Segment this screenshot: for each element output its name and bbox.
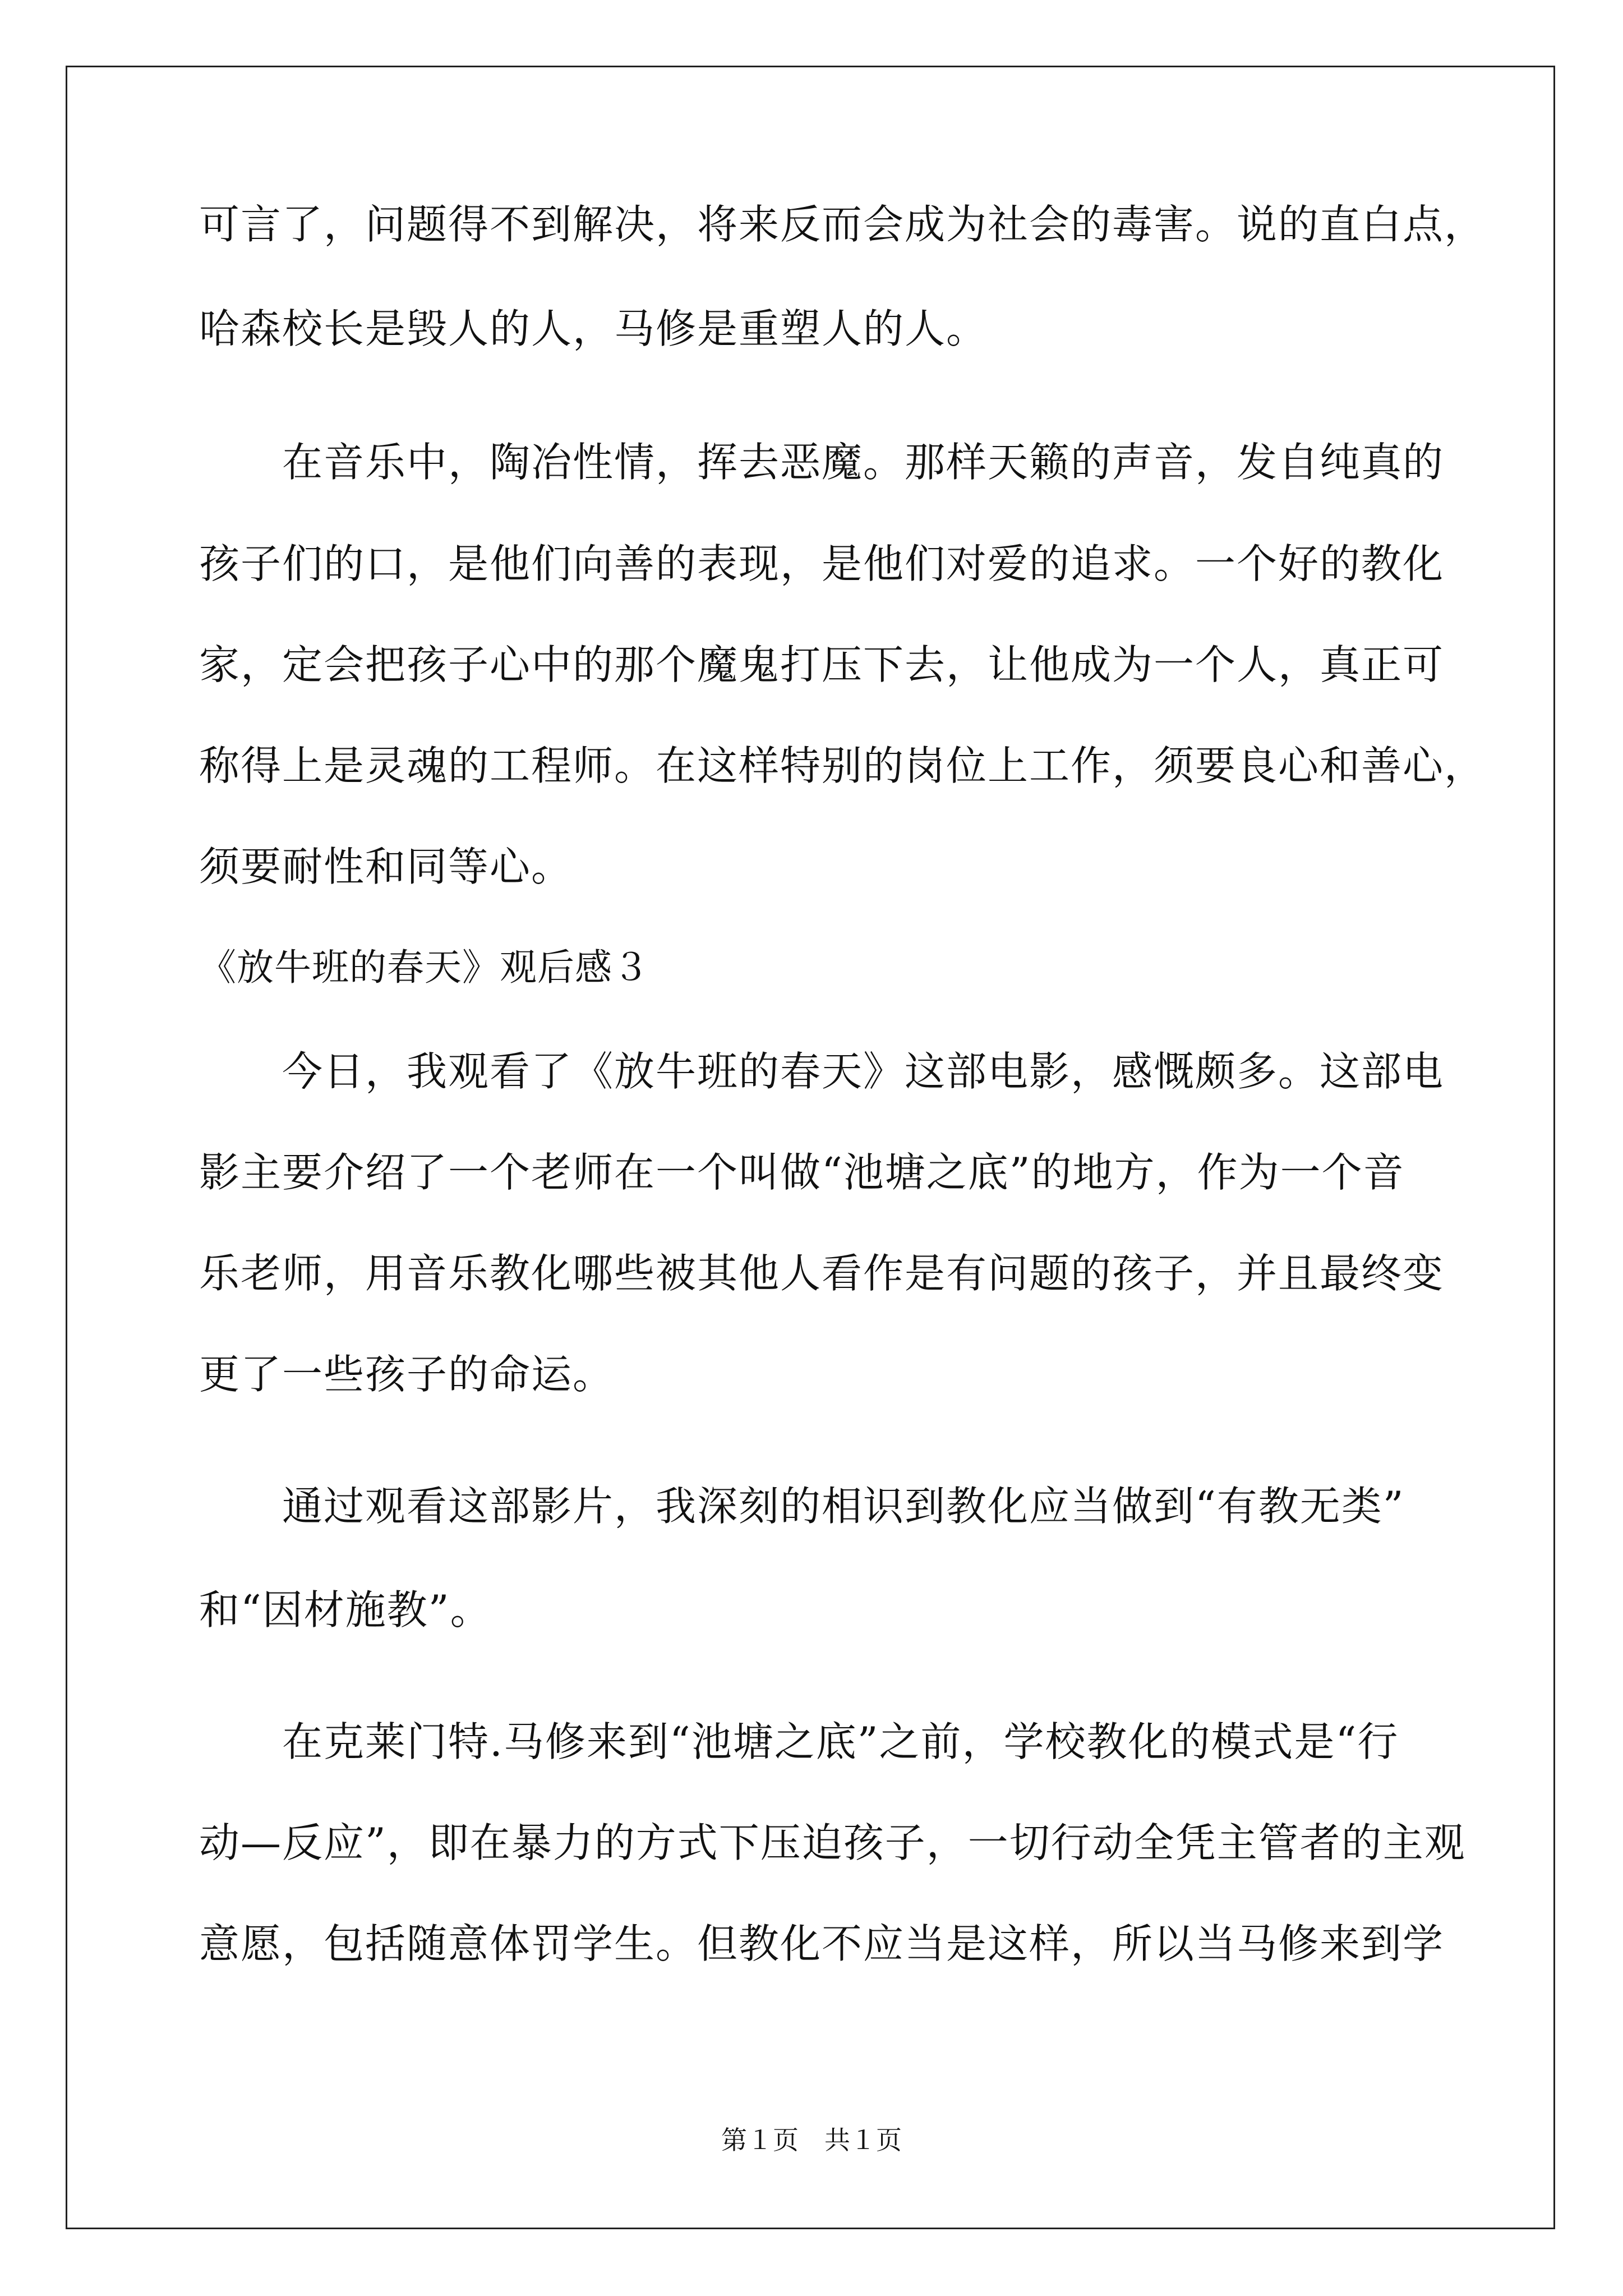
text-line: 乐老师，用音乐教化哪些被其他人看作是有问题的孩子，并且最终变 (199, 1250, 1445, 1297)
page-footer: 第１页 共１页 (721, 2125, 902, 2155)
text-line: 家，定会把孩子心中的那个魔鬼打压下去，让他成为一个人，真正可 (199, 641, 1445, 688)
text-line: 影主要介绍了一个老师在一个叫做“池塘之底”的地方，作为一个音 (199, 1149, 1405, 1196)
section-heading: 《放牛班的春天》观后感３ (199, 946, 650, 989)
text-line: 通过观看这部影片，我深刻的相识到教化应当做到“有教无类” (282, 1483, 1405, 1530)
text-line: 在音乐中，陶冶性情，挥去恶魔。那样天籁的声音，发自纯真的 (282, 439, 1445, 486)
text-line: 和“因材施教”。 (199, 1586, 492, 1634)
text-line: 孩子们的口，是他们向善的表现，是他们对爱的追求。一个好的教化 (199, 540, 1445, 587)
text-line: 可言了，问题得不到解决，将来反而会成为社会的毒害。说的直白点， (199, 201, 1486, 248)
text-line: 更了一些孩子的命运。 (199, 1351, 615, 1398)
text-line: 须要耐性和同等心。 (199, 843, 573, 890)
text-line: 动—反应”，即在暴力的方式下压迫孩子，一切行动全凭主管者的主观 (199, 1819, 1466, 1866)
text-line: 称得上是灵魂的工程师。在这样特别的岗位上工作，须要良心和善心， (199, 742, 1486, 789)
text-line: 今日，我观看了《放牛班的春天》这部电影，感慨颇多。这部电 (282, 1048, 1445, 1095)
text-line: 在克莱门特.马修来到“池塘之底”之前，学校教化的模式是“行 (282, 1718, 1399, 1765)
text-line: 哈森校长是毁人的人，马修是重塑人的人。 (199, 305, 988, 352)
text-line: 意愿，包括随意体罚学生。但教化不应当是这样，所以当马修来到学 (199, 1920, 1445, 1967)
